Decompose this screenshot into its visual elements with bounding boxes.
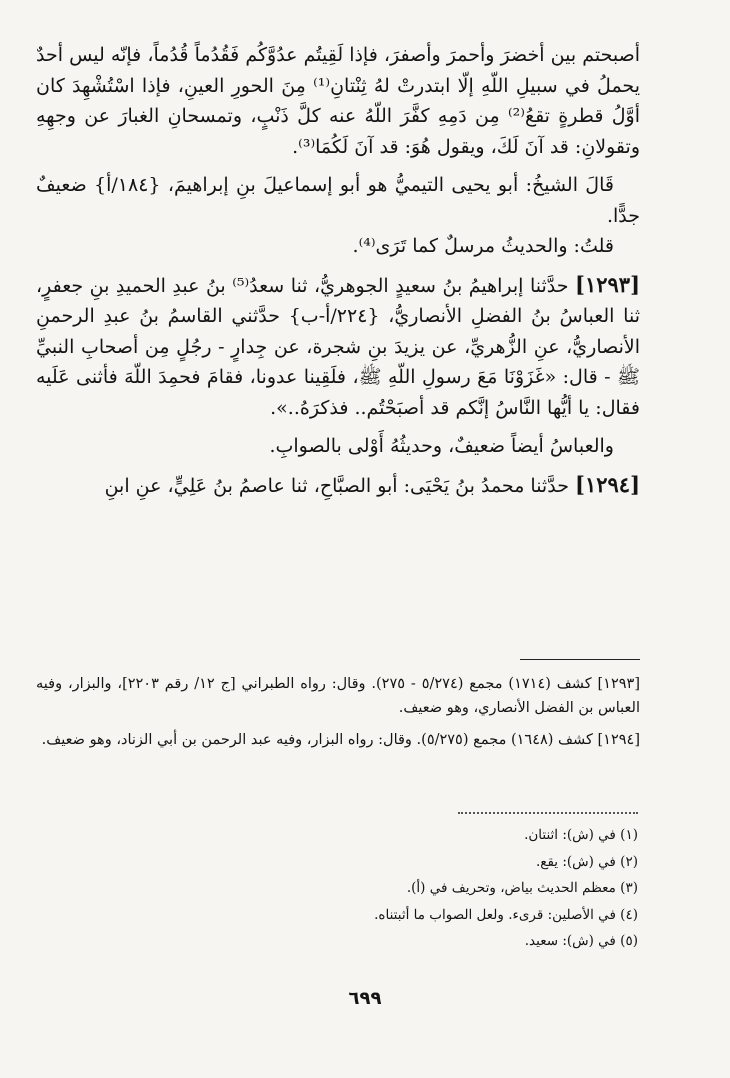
paragraph-hadith-end: أصبحتم بين أخضرَ وأحمرَ وأصفرَ، فإذا لَقِيتُم عدُوَّكُم فَقُدُماً قُدُماً، فإنّه ليس أحدٌ يحملُ في سبيلِ اللّهِ إلّا ابتدرتْ لهُ ثِنْتانِ⁽¹⁾ مِنَ الحورِ العينِ، فإذا اسْتُشْهِدَ كان أوَّلُ قطرةٍ تقعُ⁽²⁾ مِن دَمِهِ كفَّرَ اللّهُ عنه كلَّ ذَنْبٍ، وتمسحانِ الغبارَ عن وجهِهِ وتقولانِ: قد آنَ لَكَ، ويقول هُوَ: قد آنَ لَكُمَا⁽³⁾.	[36, 44, 640, 158]
footnotes	[90, 822, 638, 955]
hadith-1293	[36, 270, 640, 424]
footnote-3: (٣) معظم الحديث بياض، وتحريف في (أ).	[406, 880, 638, 896]
footnote-5: (٥) في (ش): سعيد.	[524, 933, 638, 949]
paragraph-author-comment: قلتُ: والحديثُ مرسلٌ كما تَرَى⁽⁴⁾.	[352, 235, 614, 257]
main-text	[36, 40, 640, 501]
hadith-1294	[36, 470, 640, 502]
hadith-text: حدَّثنا محمدُ بنُ يَحْيَى: أبو الصبَّاحِ، ثنا عاصمُ بنُ عَلِيٍّ، عنِ ابنِ	[104, 474, 569, 497]
footnote-separator	[520, 659, 640, 660]
takhrij-annotations	[36, 672, 640, 760]
hadith-text: حدَّثنا إبراهيمُ بنُ سعيدٍ الجوهريُّ، ثنا سعدُ⁽⁵⁾ بنُ عبدِ الحميدِ بنِ جعفرٍ، ثنا العباسُ بنُ الفضلِ الأنصاريُّ، {٢٢٤/أ-ب} حدَّثني القاسمُ بنُ عبدِ الرحمنِ الأنصاريُّ، عنِ الزُّهريِّ، عن يزيدَ بنِ شجرة، عن جِدارٍ - رجُلٍ مِن أصحابِ النبيِّ ﷺ - قال: «غَزَوْنَا مَعَ رسولِ اللّهِ ﷺ، فلَقِينا عدونا، فقامَ فحمِدَ اللّهَ فأثنى عَلَيه فقال: يا أيُّها النَّاسُ إنَّكم قد أصبَحْتُم.. فذكرَهُ..».	[36, 274, 640, 419]
paragraph-sheikh-comment: قَالَ الشيخُ: أبو يحيى التيميُّ هو أبو إسماعيلَ بنِ إبراهيمَ، {١٨٤/أ} ضعيفٌ جدًّا.	[36, 174, 640, 227]
annotation-1294: [١٢٩٤] كشف (١٦٤٨) مجمع (٥/٢٧٥). وقال: رواه البزار، وفيه عبد الرحمن بن أبي الزناد، وهو ضعيف.	[41, 732, 640, 748]
footnote-1: (١) في (ش): اثنتان.	[524, 827, 638, 843]
footnote-2: (٢) في (ش): يقع.	[535, 853, 638, 870]
annotation-1293: [١٢٩٣] كشف (١٧١٤) مجمع (٥/٢٧٤ - ٢٧٥). وقال: رواه الطبراني [ج ١٢/ رقم ٢٢٠٣]، والبزار، وفيه العباس بن الفضل الأنصاري، وهو ضعيف.	[36, 676, 640, 716]
dotted-separator	[458, 812, 638, 814]
paragraph-evaluation: والعباسُ أيضاً ضعيفٌ، وحديثُهُ أَوْلى بالصوابِ.	[269, 435, 614, 457]
page-number: ٦٩٩	[348, 988, 382, 1009]
hadith-number: [١٢٩٣]	[575, 271, 640, 297]
footnote-4: (٤) في الأصلين: قرىء. ولعل الصواب ما أثبتناه.	[374, 906, 638, 923]
hadith-number: [١٢٩٤]	[575, 471, 640, 497]
